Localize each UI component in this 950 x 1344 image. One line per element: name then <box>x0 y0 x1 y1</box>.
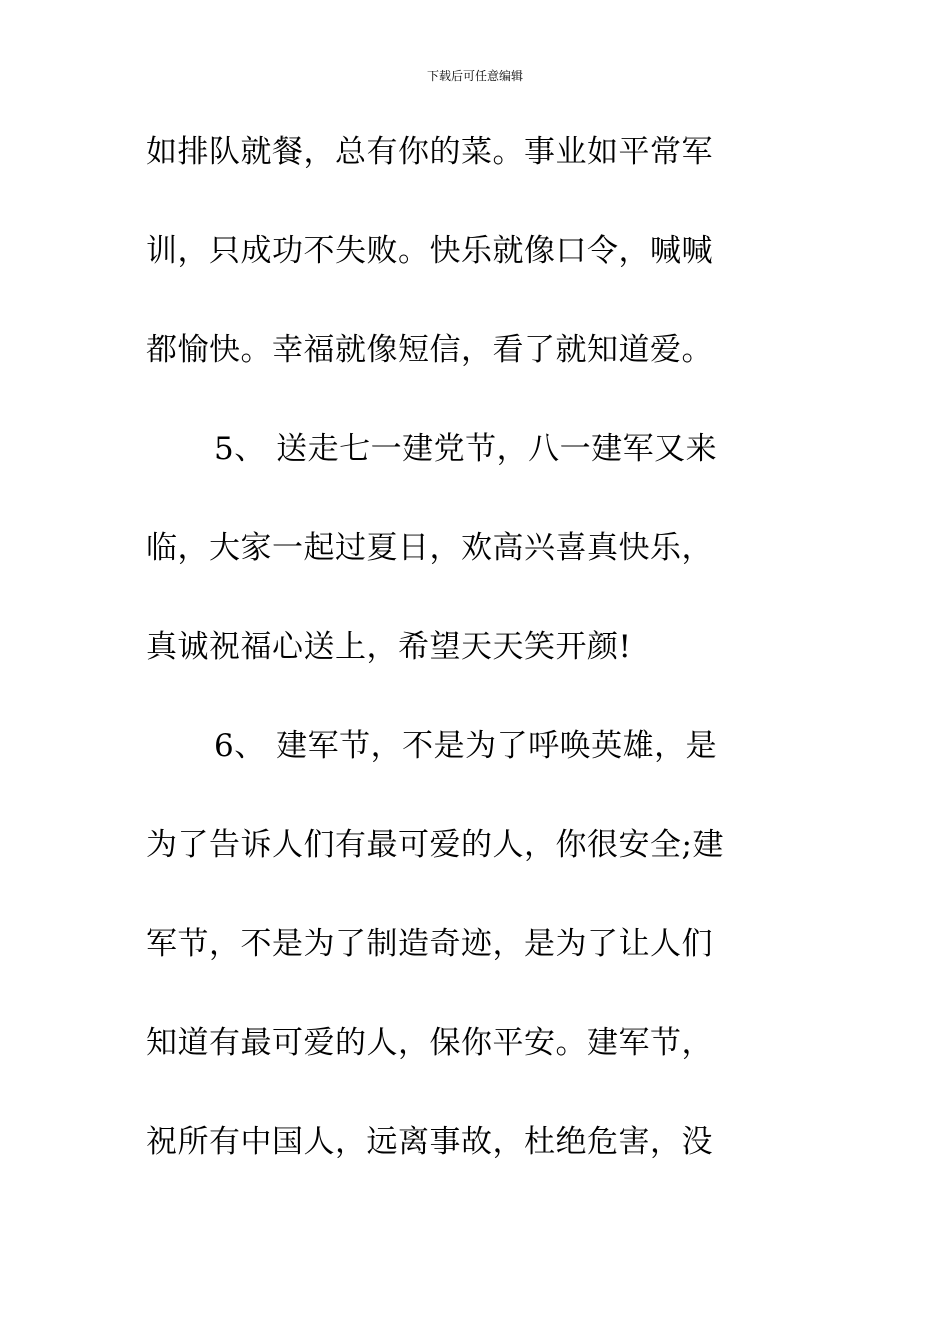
document-body <box>146 126 826 1215</box>
text-line: 军节，不是为了制造奇迹，是为了让人们 <box>146 926 713 962</box>
text-line-item-6: 6、 建军节，不是为了呼唤英雄，是 <box>214 728 718 764</box>
text-line: 真诚祝福心送上，希望天天笑开颜! <box>146 629 632 665</box>
page-header-note: 下载后可任意编辑 <box>426 69 523 83</box>
text-line: 临，大家一起过夏日，欢高兴喜真快乐， <box>146 530 713 566</box>
text-line: 如排队就餐，总有你的菜。事业如平常军 <box>146 134 713 170</box>
text-line: 训，只成功不失败。快乐就像口令，喊喊 <box>146 233 713 269</box>
text-line-item-5: 5、 送走七一建党节，八一建军又来 <box>214 431 718 467</box>
text-line: 都愉快。幸福就像短信，看了就知道爱。 <box>146 332 713 368</box>
text-line: 知道有最可爱的人，保你平安。建军节， <box>146 1025 713 1061</box>
text-line: 祝所有中国人，远离事故，杜绝危害，没 <box>146 1124 713 1160</box>
text-line: 为了告诉人们有最可爱的人，你很安全;建 <box>146 827 724 863</box>
